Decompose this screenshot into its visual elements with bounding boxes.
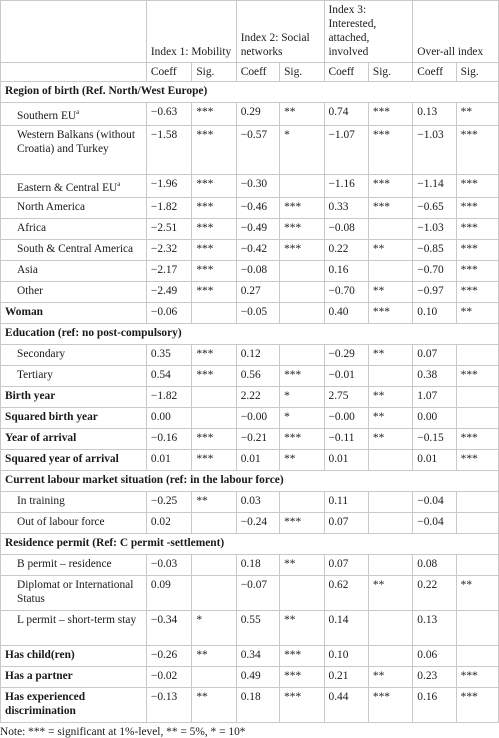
coefficient-cell: −0.21	[236, 428, 279, 449]
significance-cell: ***	[280, 197, 324, 218]
significance-cell: **	[456, 103, 498, 126]
coefficient-cell: 0.18	[236, 554, 279, 575]
significance-cell	[192, 512, 236, 533]
coefficient-cell: −0.04	[413, 491, 456, 512]
table-row	[1, 260, 499, 281]
sub-header-coeff: Coeff	[236, 63, 279, 82]
significance-cell: **	[368, 386, 412, 407]
significance-cell: ***	[368, 103, 412, 126]
significance-cell: ***	[456, 449, 498, 470]
coefficient-cell: −0.00	[324, 407, 368, 428]
coefficient-cell: 0.07	[324, 554, 368, 575]
coefficient-cell: 0.34	[236, 645, 279, 666]
significance-cell: ***	[280, 239, 324, 260]
significance-cell: ***	[456, 428, 498, 449]
row-label-text: Other	[17, 284, 43, 297]
coefficient-cell: 0.40	[324, 302, 368, 323]
group-header-index1: Index 1: Mobility	[146, 1, 236, 63]
row-label	[1, 239, 147, 260]
significance-cell: ***	[280, 218, 324, 239]
significance-cell: **	[368, 281, 412, 302]
significance-cell	[280, 575, 324, 610]
significance-cell: ***	[456, 239, 498, 260]
significance-cell: *	[280, 407, 324, 428]
coefficient-cell: −0.42	[236, 239, 279, 260]
significance-cell	[456, 610, 498, 645]
row-label	[1, 365, 147, 386]
table-row	[1, 365, 499, 386]
sub-header-sig: Sig.	[368, 63, 412, 82]
significance-cell	[280, 260, 324, 281]
section-heading: Residence permit (Ref: C permit -settlement)	[1, 533, 499, 554]
table-row	[1, 407, 499, 428]
significance-cell: ***	[456, 218, 498, 239]
coefficient-cell: −1.82	[146, 197, 191, 218]
coefficient-cell: 0.27	[236, 281, 279, 302]
section-heading: Education (ref: no post-compulsory)	[1, 323, 499, 344]
coefficient-cell: −0.29	[324, 344, 368, 365]
significance-cell: **	[280, 103, 324, 126]
row-label-text: Squared year of arrival	[5, 452, 119, 465]
coefficient-cell: −0.03	[146, 554, 191, 575]
coefficient-cell: −0.46	[236, 197, 279, 218]
table-row	[1, 449, 499, 470]
table-row	[1, 239, 499, 260]
significance-cell: ***	[280, 365, 324, 386]
significance-cell: ***	[192, 174, 236, 197]
row-label-text: Africa	[17, 221, 47, 234]
coefficient-cell: 0.13	[413, 610, 456, 645]
coefficient-cell: 0.10	[413, 302, 456, 323]
significance-cell	[368, 645, 412, 666]
significance-cell: ***	[456, 365, 498, 386]
coefficient-cell: 0.10	[324, 645, 368, 666]
coefficient-cell: −0.05	[236, 302, 279, 323]
coefficient-cell: 0.22	[413, 575, 456, 610]
row-label-text: Western Balkans (without Croatia) and Turkey	[17, 128, 136, 155]
significance-cell: ***	[192, 428, 236, 449]
significance-cell	[456, 512, 498, 533]
footnote-marker: a	[76, 108, 80, 116]
sub-header-sig: Sig.	[456, 63, 498, 82]
coefficient-cell: 0.22	[324, 239, 368, 260]
sub-header-coeff: Coeff	[146, 63, 191, 82]
table-row	[1, 554, 499, 575]
section-row	[1, 533, 499, 554]
row-label-text: Diplomat or International Status	[17, 578, 134, 605]
coefficient-cell: −0.97	[413, 281, 456, 302]
table-row	[1, 344, 499, 365]
significance-cell: ***	[368, 174, 412, 197]
row-label-text: Squared birth year	[5, 410, 98, 423]
group-header-overall: Over-all index	[413, 1, 499, 63]
coefficient-cell: 0.08	[413, 554, 456, 575]
significance-cell	[456, 554, 498, 575]
coefficient-cell: 0.11	[324, 491, 368, 512]
sub-header-sig: Sig.	[280, 63, 324, 82]
table-row	[1, 197, 499, 218]
row-label-text: Eastern & Central EU	[17, 181, 118, 194]
row-label	[1, 218, 147, 239]
table-row	[1, 512, 499, 533]
significance-cell: ***	[192, 197, 236, 218]
table-row	[1, 645, 499, 666]
row-label	[1, 666, 147, 687]
significance-cell: **	[280, 554, 324, 575]
section-row	[1, 470, 499, 491]
coefficient-cell: 0.29	[236, 103, 279, 126]
coefficient-cell: 0.44	[324, 687, 368, 722]
coefficient-cell: −2.49	[146, 281, 191, 302]
sub-header-coeff: Coeff	[324, 63, 368, 82]
significance-cell: ***	[192, 344, 236, 365]
row-label-text: Secondary	[17, 347, 66, 360]
row-label	[1, 386, 147, 407]
row-label-text: Has child(ren)	[5, 648, 75, 661]
coefficient-cell: 0.18	[236, 687, 279, 722]
coefficient-cell: −1.82	[146, 386, 191, 407]
header-blank-cell	[1, 1, 147, 63]
coefficient-cell: 0.01	[324, 449, 368, 470]
significance-cell: **	[280, 610, 324, 645]
row-label	[1, 449, 147, 470]
row-label-text: Year of arrival	[5, 431, 77, 444]
coefficient-cell: −1.07	[324, 125, 368, 174]
coefficient-cell: 0.03	[236, 491, 279, 512]
group-header-row	[1, 1, 499, 63]
row-label	[1, 428, 147, 449]
row-label-text: Has a partner	[5, 669, 73, 682]
coefficient-cell: −2.51	[146, 218, 191, 239]
coefficient-cell: −1.16	[324, 174, 368, 197]
table-row	[1, 687, 499, 722]
significance-cell: **	[280, 449, 324, 470]
coefficient-cell: −0.04	[413, 512, 456, 533]
coefficient-cell: 2.75	[324, 386, 368, 407]
coefficient-cell: −0.06	[146, 302, 191, 323]
significance-cell: **	[368, 407, 412, 428]
row-label	[1, 344, 147, 365]
significance-cell: **	[456, 575, 498, 610]
coefficient-cell: 0.13	[413, 103, 456, 126]
significance-cell	[192, 407, 236, 428]
table-row	[1, 125, 499, 174]
sub-header-sig: Sig.	[192, 63, 236, 82]
coefficient-cell: −0.15	[413, 428, 456, 449]
coefficient-cell: −0.02	[146, 666, 191, 687]
coefficient-cell: 0.00	[146, 407, 191, 428]
coefficient-cell: −0.34	[146, 610, 191, 645]
row-label-text: Asia	[17, 263, 38, 276]
table-row	[1, 666, 499, 687]
significance-cell: ***	[368, 197, 412, 218]
significance-cell: ***	[192, 103, 236, 126]
coefficient-cell: −2.32	[146, 239, 191, 260]
coefficient-cell: −1.03	[413, 218, 456, 239]
table-row	[1, 218, 499, 239]
row-label	[1, 610, 147, 645]
table-row	[1, 386, 499, 407]
significance-cell	[192, 386, 236, 407]
significance-cell: ***	[192, 239, 236, 260]
significance-cell: **	[368, 239, 412, 260]
significance-cell: ***	[280, 512, 324, 533]
header-blank-cell	[1, 63, 147, 82]
coefficient-cell: 0.01	[146, 449, 191, 470]
section-heading: Region of birth (Ref. North/West Europe)	[1, 82, 499, 103]
coefficient-cell: −0.57	[236, 125, 279, 174]
coefficient-cell: −1.58	[146, 125, 191, 174]
coefficient-cell: 0.01	[236, 449, 279, 470]
significance-cell: ***	[456, 197, 498, 218]
row-label-text: Birth year	[5, 389, 56, 402]
coefficient-cell: −0.25	[146, 491, 191, 512]
coefficient-cell: 0.06	[413, 645, 456, 666]
row-label-text: Tertiary	[17, 368, 53, 381]
significance-cell	[368, 554, 412, 575]
significance-cell: **	[368, 428, 412, 449]
row-label	[1, 645, 147, 666]
table-row	[1, 610, 499, 645]
table-row	[1, 491, 499, 512]
coefficient-cell: −1.03	[413, 125, 456, 174]
significance-cell	[456, 407, 498, 428]
significance-cell: ***	[456, 281, 498, 302]
significance-cell	[192, 666, 236, 687]
significance-cell: **	[192, 645, 236, 666]
significance-cell: ***	[192, 218, 236, 239]
significance-cell: ***	[368, 687, 412, 722]
table-row	[1, 174, 499, 197]
coefficient-cell: −0.63	[146, 103, 191, 126]
row-label-text: Has experienced discrimination	[5, 690, 86, 717]
significance-cell	[456, 344, 498, 365]
row-label-text: B permit – residence	[17, 557, 112, 570]
coefficient-cell: −0.49	[236, 218, 279, 239]
row-label-text: L permit – short-term stay	[17, 613, 137, 626]
coefficient-cell: 0.00	[413, 407, 456, 428]
coefficient-cell: 0.38	[413, 365, 456, 386]
coefficient-cell: 0.56	[236, 365, 279, 386]
significance-cell: **	[192, 491, 236, 512]
row-label	[1, 302, 147, 323]
significance-cell	[280, 302, 324, 323]
coefficient-cell: −0.16	[146, 428, 191, 449]
coefficient-cell: 0.33	[324, 197, 368, 218]
footnote-marker: a	[117, 179, 121, 188]
coefficient-cell: −0.30	[236, 174, 279, 197]
coefficient-cell: −0.07	[236, 575, 279, 610]
significance-cell	[456, 386, 498, 407]
coefficient-cell: 0.74	[324, 103, 368, 126]
coefficient-cell: 2.22	[236, 386, 279, 407]
coefficient-cell: −1.96	[146, 174, 191, 197]
significance-cell: ***	[192, 125, 236, 174]
coefficient-cell: −1.14	[413, 174, 456, 197]
significance-cell: ***	[368, 302, 412, 323]
coefficient-cell: 0.54	[146, 365, 191, 386]
significance-cell	[368, 218, 412, 239]
coefficient-cell: 0.16	[324, 260, 368, 281]
significance-cell: ***	[456, 687, 498, 722]
significance-cell: ***	[456, 174, 498, 197]
significance-cell	[368, 491, 412, 512]
significance-cell	[368, 260, 412, 281]
section-heading: Current labour market situation (ref: in the labour force)	[1, 470, 499, 491]
coefficient-cell: 0.16	[413, 687, 456, 722]
coefficient-cell: 0.09	[146, 575, 191, 610]
row-label	[1, 103, 147, 126]
significance-cell: ***	[280, 645, 324, 666]
row-label	[1, 260, 147, 281]
row-label	[1, 125, 147, 174]
significance-cell: *	[280, 386, 324, 407]
significance-cell: ***	[456, 666, 498, 687]
coefficient-cell: −0.70	[324, 281, 368, 302]
section-row	[1, 82, 499, 103]
coefficient-cell: 0.02	[146, 512, 191, 533]
coefficient-cell: −0.08	[324, 218, 368, 239]
coefficient-cell: 0.01	[413, 449, 456, 470]
coefficient-cell: −0.85	[413, 239, 456, 260]
coefficient-cell: −0.24	[236, 512, 279, 533]
row-label	[1, 687, 147, 722]
significance-cell	[368, 610, 412, 645]
sub-header-row	[1, 63, 499, 82]
significance-cell: **	[192, 687, 236, 722]
significance-cell: ***	[192, 281, 236, 302]
coefficient-cell: 0.21	[324, 666, 368, 687]
sub-header-coeff: Coeff	[413, 63, 456, 82]
significance-cell: *	[280, 125, 324, 174]
table-row	[1, 575, 499, 610]
row-label	[1, 491, 147, 512]
row-label-text: Southern EU	[17, 109, 77, 122]
row-label-text: North America	[17, 200, 86, 213]
significance-cell: **	[368, 666, 412, 687]
row-label-text: South & Central America	[17, 242, 134, 255]
coefficient-cell: −0.65	[413, 197, 456, 218]
table-row	[1, 302, 499, 323]
coefficient-cell: −0.26	[146, 645, 191, 666]
coefficient-cell: 0.23	[413, 666, 456, 687]
coefficient-cell: 0.49	[236, 666, 279, 687]
coefficient-cell: 0.55	[236, 610, 279, 645]
significance-cell	[456, 645, 498, 666]
coefficient-cell: 0.14	[324, 610, 368, 645]
significance-cell: ***	[192, 365, 236, 386]
table-note: Note: *** = significant at 1%-level, ** = 5%, * = 10*	[0, 725, 246, 738]
coefficient-cell: 1.07	[413, 386, 456, 407]
significance-cell	[192, 575, 236, 610]
coefficient-cell: 0.12	[236, 344, 279, 365]
significance-cell: ***	[456, 125, 498, 174]
row-label-text: Out of labour force	[17, 515, 105, 528]
coefficient-cell: 0.35	[146, 344, 191, 365]
table-row	[1, 103, 499, 126]
row-label	[1, 281, 147, 302]
significance-cell: ***	[280, 428, 324, 449]
significance-cell	[280, 491, 324, 512]
coefficient-cell: 0.07	[324, 512, 368, 533]
row-label	[1, 554, 147, 575]
significance-cell	[368, 512, 412, 533]
coefficient-cell: −2.17	[146, 260, 191, 281]
significance-cell	[280, 281, 324, 302]
row-label-text: Woman	[5, 305, 43, 318]
significance-cell	[192, 554, 236, 575]
row-label	[1, 197, 147, 218]
row-label	[1, 174, 147, 197]
significance-cell: **	[456, 302, 498, 323]
coefficient-cell: −0.13	[146, 687, 191, 722]
coefficient-cell: −0.00	[236, 407, 279, 428]
coefficient-cell: 0.07	[413, 344, 456, 365]
significance-cell	[280, 174, 324, 197]
significance-cell: *	[192, 610, 236, 645]
significance-cell: ***	[280, 687, 324, 722]
coefficient-cell: −0.70	[413, 260, 456, 281]
significance-cell: ***	[192, 260, 236, 281]
coefficient-cell: 0.62	[324, 575, 368, 610]
table-row	[1, 428, 499, 449]
coefficient-cell: −0.11	[324, 428, 368, 449]
group-header-index3: Index 3: Interested, attached, involved	[324, 1, 413, 63]
table-body	[1, 82, 499, 723]
coefficient-cell: −0.08	[236, 260, 279, 281]
coefficient-cell: −0.01	[324, 365, 368, 386]
row-label	[1, 512, 147, 533]
significance-cell	[368, 365, 412, 386]
row-label	[1, 575, 147, 610]
row-label	[1, 407, 147, 428]
significance-cell	[192, 302, 236, 323]
significance-cell	[368, 449, 412, 470]
significance-cell	[456, 491, 498, 512]
table-row	[1, 281, 499, 302]
significance-cell: ***	[192, 449, 236, 470]
significance-cell: **	[368, 344, 412, 365]
significance-cell: ***	[456, 260, 498, 281]
significance-cell: **	[368, 575, 412, 610]
significance-cell: ***	[368, 125, 412, 174]
significance-cell: ***	[280, 666, 324, 687]
row-label-text: In training	[17, 494, 65, 507]
section-row	[1, 323, 499, 344]
significance-cell	[280, 344, 324, 365]
group-header-index2: Index 2: Social networks	[236, 1, 324, 63]
